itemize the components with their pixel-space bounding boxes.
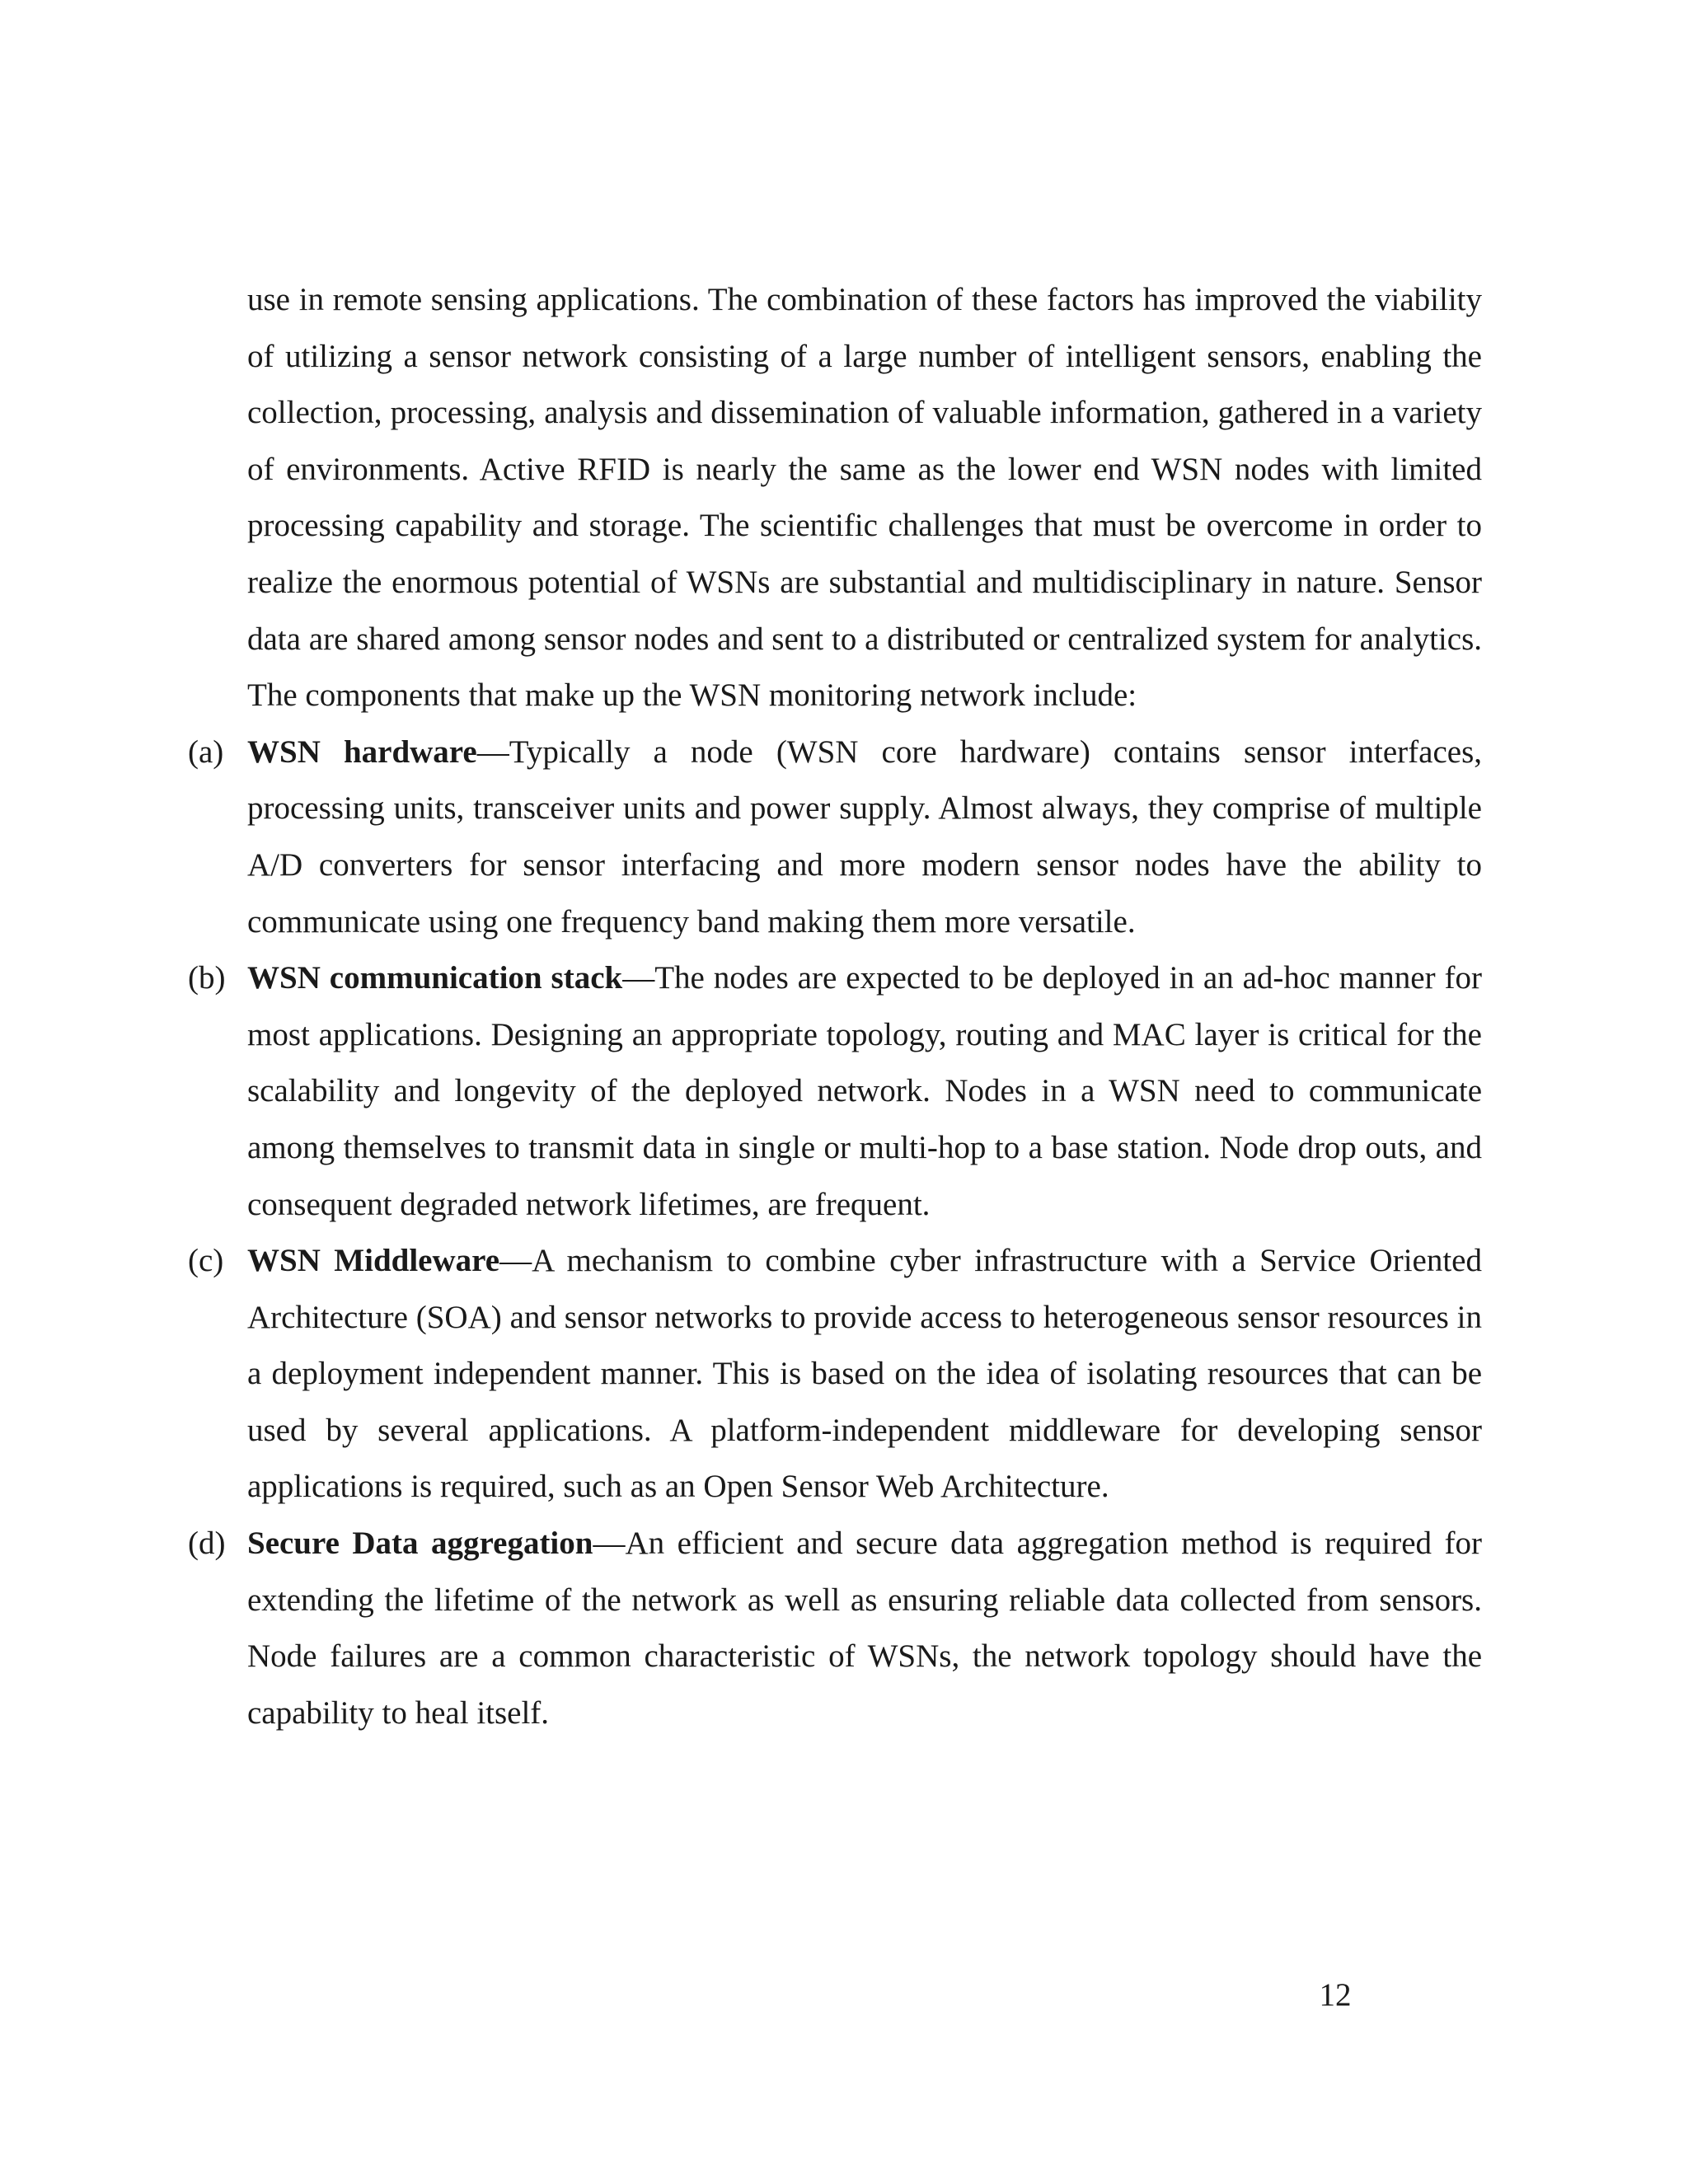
- list-text: —A mechanism to combine cyber infrastructure with a Service Oriented Architecture (SOA) and sensor networks to provide access to heterogeneous sensor resources in a deployment independent manner. This is based on the idea of isolating resources that can be used by several applications. A platform-independent middleware for developing sensor applications is required, such as an Open Sensor Web Architecture.: [247, 1243, 1482, 1505]
- list-text: —Typically a node (WSN core hardware) contains sensor interfaces, processing units, transceiver units and power supply. Almost always, they comprise of multiple A/D converters for sensor interfacing and more modern sensor nodes have the ability to communicate using one frequency band making them more versatile.: [247, 733, 1482, 940]
- list-item-hardware: [188, 724, 1482, 950]
- body-text: [188, 272, 1483, 1741]
- list-item-middleware: [188, 1233, 1482, 1516]
- list-marker: (c): [188, 1243, 224, 1279]
- list-term: Secure Data aggregation: [247, 1526, 593, 1562]
- list-term: WSN Middleware: [247, 1243, 500, 1279]
- list-term: WSN communication stack: [247, 960, 623, 996]
- list-text: —The nodes are expected to be deployed in an ad-hoc manner for most applications. Designing an appropriate topology, routing and MAC layer is critical for the scalability and longevity of the deployed network. Nodes in a WSN need to communicate among themselves to transmit data in single or multi-hop to a base station. Node drop outs, and consequent degraded network lifetimes, are frequent.: [247, 960, 1482, 1222]
- list-term: WSN hardware: [247, 733, 477, 770]
- intro-paragraph: use in remote sensing applications. The combination of these factors has improved the viability of utilizing a sensor network consisting of a large number of intelligent sensors, enabling the collection, processing, analysis and dissemination of valuable information, gathered in a variety of environments. Active RFID is nearly the same as the lower end WSN nodes with limited processing capability and storage. The scientific challenges that must be overcome in order to realize the enormous potential of WSNs are substantial and multidisciplinary in nature. Sensor data are shared among sensor nodes and sent to a distributed or centralized system for analytics. The components that make up the WSN monitoring network include:: [247, 282, 1482, 714]
- list-text: —An efficient and secure data aggregation method is required for extending the lifetime of the network as well as ensuring reliable data collected from sensors. Node failures are a common characteristic of WSNs, the network topology should have the capability to heal itself.: [247, 1526, 1483, 1731]
- list-item-data-aggregation: [188, 1516, 1483, 1741]
- list-marker: (d): [188, 1526, 226, 1562]
- list-marker: (a): [188, 733, 224, 770]
- list-item-communication-stack: [188, 950, 1482, 1233]
- list-marker: (b): [188, 960, 226, 996]
- page-number: 12: [1319, 1977, 1352, 2013]
